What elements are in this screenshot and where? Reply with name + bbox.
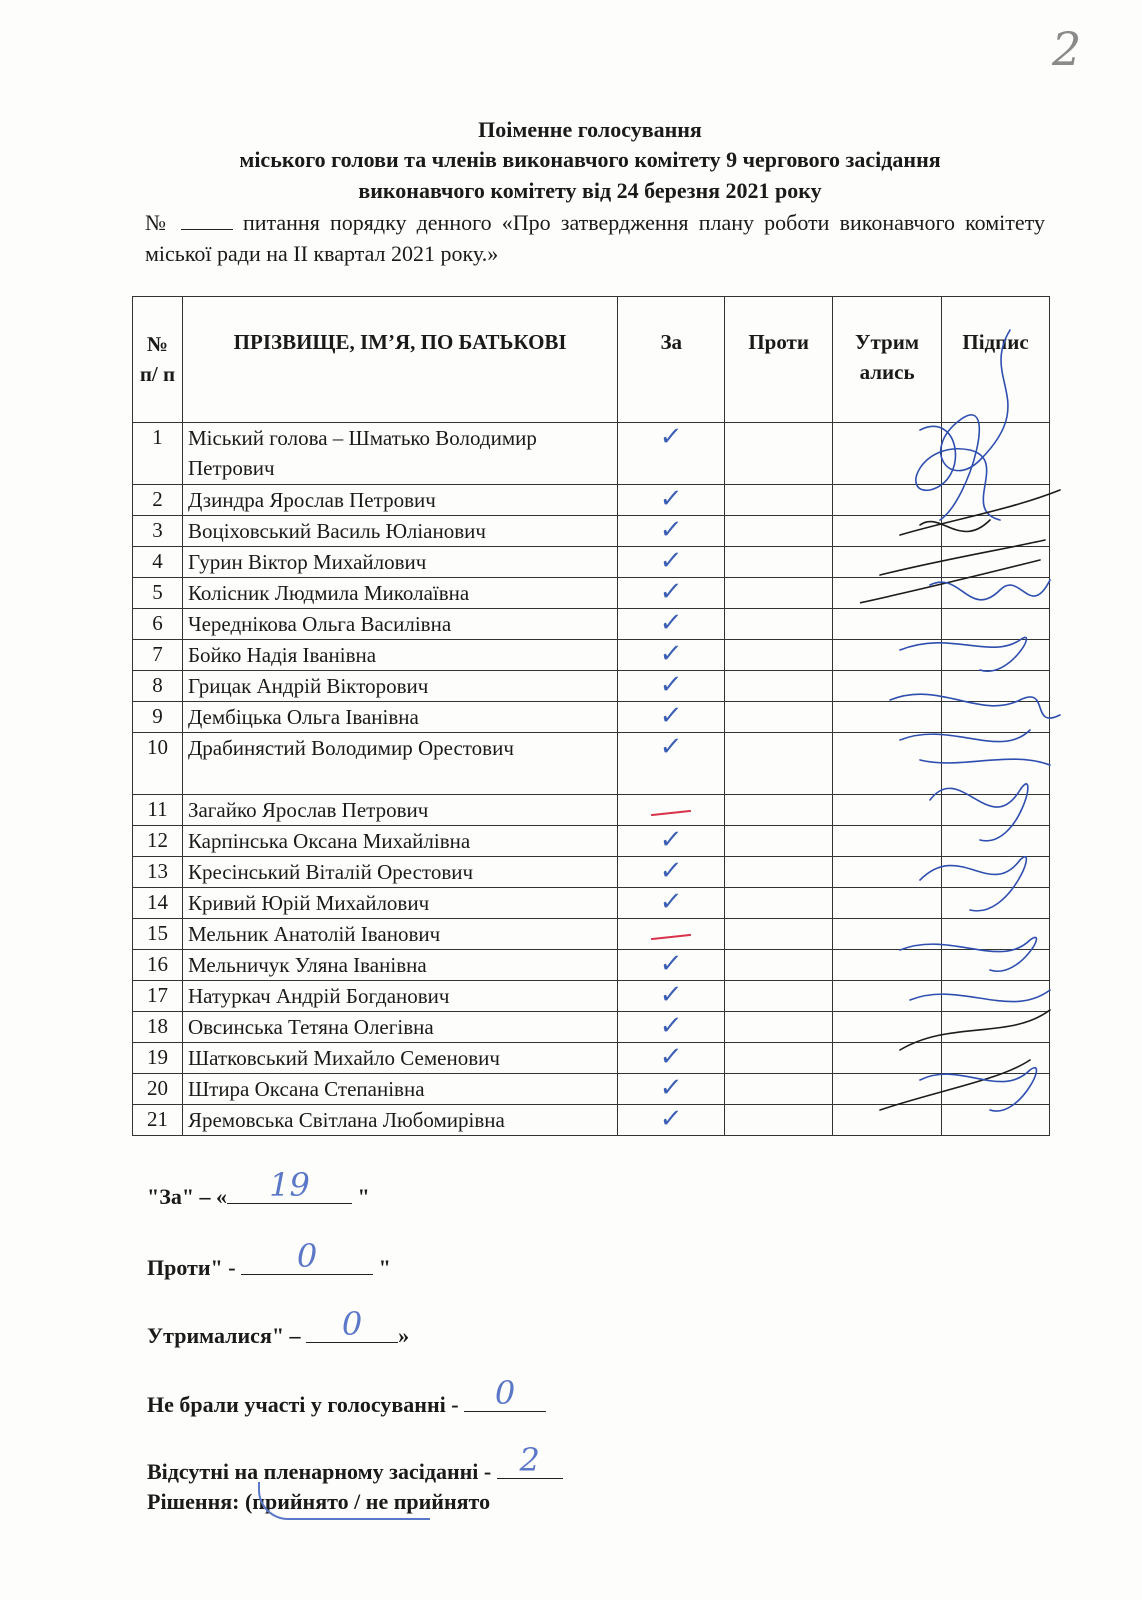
summary-za	[147, 1166, 370, 1212]
header-za: За	[618, 297, 725, 423]
summary-absent-blank	[497, 1441, 563, 1479]
row-vote-proty	[725, 516, 833, 547]
table-row	[133, 950, 1050, 981]
row-number: 11	[133, 795, 183, 826]
table-row	[133, 919, 1050, 950]
summary-za-value: 19	[269, 1166, 310, 1204]
row-name: Натуркач Андрій Богданович	[182, 981, 617, 1012]
row-vote-proty	[725, 423, 833, 485]
row-vote-proty	[725, 795, 833, 826]
document-subtitle: міського голови та членів виконавчого комітету 9 чергового засідання	[239, 147, 941, 172]
row-vote-utrym	[833, 1012, 942, 1043]
row-vote-proty	[725, 547, 833, 578]
row-vote-za	[618, 981, 725, 1012]
summary-proty-blank	[241, 1237, 373, 1275]
row-number: 21	[133, 1105, 183, 1136]
row-number: 12	[133, 826, 183, 857]
row-number: 10	[133, 733, 183, 795]
row-name: Міський голова – Шматько Володимир Петрович	[182, 423, 617, 485]
row-signature	[942, 578, 1050, 609]
summary-utrym-blank	[306, 1305, 398, 1343]
table-row	[133, 795, 1050, 826]
summary-proty-label: Проти" -	[147, 1255, 242, 1280]
table-row	[133, 1074, 1050, 1105]
row-vote-utrym	[833, 702, 942, 733]
row-number: 17	[133, 981, 183, 1012]
row-vote-proty	[725, 1105, 833, 1136]
table-row	[133, 702, 1050, 733]
checkmark-icon: ✓	[658, 639, 684, 669]
row-vote-za	[618, 795, 725, 826]
table-row	[133, 516, 1050, 547]
row-number: 14	[133, 888, 183, 919]
row-name: Кривий Юрій Михайлович	[182, 888, 617, 919]
row-signature	[942, 733, 1050, 795]
checkmark-icon: ✓	[658, 980, 684, 1010]
header-signature: Підпис	[942, 297, 1050, 423]
dash-mark-icon	[651, 934, 691, 940]
row-signature	[942, 919, 1050, 950]
row-number: 7	[133, 640, 183, 671]
row-vote-za	[618, 1012, 725, 1043]
row-vote-proty	[725, 733, 833, 795]
row-name: Кресінський Віталій Орестович	[182, 857, 617, 888]
row-vote-za	[618, 516, 725, 547]
row-vote-za	[618, 950, 725, 981]
row-vote-za	[618, 702, 725, 733]
row-name: Воціховський Василь Юліанович	[182, 516, 617, 547]
summary-za-blank	[227, 1166, 352, 1204]
header-utrym: Утрим ались	[833, 297, 942, 423]
checkmark-icon: ✓	[658, 670, 684, 700]
table-row	[133, 423, 1050, 485]
row-signature	[942, 671, 1050, 702]
row-number: 2	[133, 485, 183, 516]
table-row	[133, 671, 1050, 702]
table-row	[133, 733, 1050, 795]
row-vote-proty	[725, 888, 833, 919]
row-vote-za	[618, 733, 725, 795]
row-name: Загайко Ярослав Петрович	[182, 795, 617, 826]
table-row	[133, 547, 1050, 578]
row-signature	[942, 516, 1050, 547]
row-vote-utrym	[833, 857, 942, 888]
row-name: Шатковський Михайло Семенович	[182, 1043, 617, 1074]
document-title: Поіменне голосування	[478, 117, 702, 142]
table-row	[133, 640, 1050, 671]
row-vote-proty	[725, 609, 833, 640]
checkmark-icon: ✓	[658, 515, 684, 545]
row-number: 5	[133, 578, 183, 609]
agenda-text: питання порядку денного «Про затвердження плану роботи виконавчого комітету міської ради на II квартал 2021 року.»	[145, 210, 1045, 266]
row-vote-za	[618, 578, 725, 609]
summary-no-part-blank	[464, 1374, 546, 1412]
row-vote-proty	[725, 671, 833, 702]
row-number: 6	[133, 609, 183, 640]
row-vote-utrym	[833, 609, 942, 640]
row-name: Мельничук Уляна Іванівна	[182, 950, 617, 981]
row-vote-za	[618, 1105, 725, 1136]
checkmark-icon: ✓	[658, 422, 684, 452]
row-vote-proty	[725, 485, 833, 516]
checkmark-icon: ✓	[658, 1011, 684, 1041]
row-name: Бойко Надія Іванівна	[182, 640, 617, 671]
row-vote-proty	[725, 826, 833, 857]
row-signature	[942, 1074, 1050, 1105]
row-vote-za	[618, 888, 725, 919]
document-date-line: виконавчого комітету від 24 березня 2021 року	[358, 178, 822, 203]
row-vote-utrym	[833, 919, 942, 950]
row-number: 19	[133, 1043, 183, 1074]
row-number: 8	[133, 671, 183, 702]
table-row	[133, 485, 1050, 516]
row-vote-utrym	[833, 733, 942, 795]
row-vote-proty	[725, 1012, 833, 1043]
row-vote-za	[618, 485, 725, 516]
summary-proty	[147, 1237, 391, 1283]
row-vote-utrym	[833, 640, 942, 671]
dash-mark-icon	[651, 810, 691, 816]
row-name: Овсинська Тетяна Олегівна	[182, 1012, 617, 1043]
row-vote-proty	[725, 1043, 833, 1074]
row-vote-utrym	[833, 795, 942, 826]
summary-absent-value: 2	[519, 1441, 540, 1479]
row-vote-utrym	[833, 1043, 942, 1074]
table-row	[133, 857, 1050, 888]
row-vote-za	[618, 919, 725, 950]
checkmark-icon: ✓	[658, 484, 684, 514]
row-name: Грицак Андрій Вікторович	[182, 671, 617, 702]
row-vote-utrym	[833, 516, 942, 547]
row-vote-utrym	[833, 1105, 942, 1136]
table-row	[133, 1012, 1050, 1043]
row-signature	[942, 485, 1050, 516]
row-vote-utrym	[833, 981, 942, 1012]
page-number: 2	[1052, 22, 1082, 76]
row-signature	[942, 857, 1050, 888]
agenda-number-blank	[181, 211, 233, 230]
row-vote-utrym	[833, 578, 942, 609]
row-vote-za	[618, 423, 725, 485]
checkmark-icon: ✓	[658, 577, 684, 607]
row-name: Дембіцька Ольга Іванівна	[182, 702, 617, 733]
row-name: Гурин Віктор Михайлович	[182, 547, 617, 578]
row-signature	[942, 981, 1050, 1012]
table-row	[133, 609, 1050, 640]
summary-utrym	[147, 1305, 410, 1351]
row-vote-za	[618, 1074, 725, 1105]
row-vote-proty	[725, 981, 833, 1012]
row-number: 20	[133, 1074, 183, 1105]
row-name: Колісник Людмила Миколаївна	[182, 578, 617, 609]
row-vote-za	[618, 857, 725, 888]
summary-proty-value: 0	[296, 1237, 318, 1275]
row-signature	[942, 702, 1050, 733]
row-name: Череднікова Ольга Василівна	[182, 609, 617, 640]
row-signature	[942, 640, 1050, 671]
row-vote-utrym	[833, 671, 942, 702]
row-vote-proty	[725, 578, 833, 609]
summary-no-participation	[147, 1374, 546, 1420]
row-vote-utrym	[833, 423, 942, 485]
row-signature	[942, 950, 1050, 981]
row-vote-za	[618, 640, 725, 671]
summary-proty-end: "	[373, 1255, 391, 1280]
summary-absent-label: Відсутні на пленарному засіданні -	[147, 1459, 497, 1484]
row-signature	[942, 423, 1050, 485]
row-vote-utrym	[833, 950, 942, 981]
row-number: 9	[133, 702, 183, 733]
table-row	[133, 826, 1050, 857]
table-row	[133, 578, 1050, 609]
row-vote-utrym	[833, 1074, 942, 1105]
summary-utrym-end: »	[398, 1323, 410, 1348]
header-name: ПРІЗВИЩЕ, ІМ’Я, ПО БАТЬКОВІ	[182, 297, 617, 423]
checkmark-icon: ✓	[658, 732, 684, 762]
row-name: Яремовська Світлана Любомирівна	[182, 1105, 617, 1136]
checkmark-icon: ✓	[658, 887, 684, 917]
row-number: 16	[133, 950, 183, 981]
row-name: Штира Оксана Степанівна	[182, 1074, 617, 1105]
row-name: Карпінська Оксана Михайлівна	[182, 826, 617, 857]
row-number: 13	[133, 857, 183, 888]
checkmark-icon: ✓	[658, 825, 684, 855]
row-vote-utrym	[833, 547, 942, 578]
row-number: 3	[133, 516, 183, 547]
row-vote-utrym	[833, 485, 942, 516]
agenda-prefix: №	[145, 210, 171, 235]
checkmark-icon: ✓	[658, 949, 684, 979]
row-vote-proty	[725, 950, 833, 981]
row-vote-utrym	[833, 826, 942, 857]
voting-table	[132, 296, 1050, 1136]
row-signature	[942, 826, 1050, 857]
summary-no-part-value: 0	[494, 1374, 516, 1412]
row-vote-utrym	[833, 888, 942, 919]
row-vote-proty	[725, 702, 833, 733]
table-row	[133, 1043, 1050, 1074]
checkmark-icon: ✓	[658, 1042, 684, 1072]
summary-decision: Рішення: (прийнято / не прийнято	[147, 1489, 491, 1514]
checkmark-icon: ✓	[658, 701, 684, 731]
row-signature	[942, 547, 1050, 578]
row-vote-za	[618, 547, 725, 578]
row-signature	[942, 609, 1050, 640]
checkmark-icon: ✓	[658, 546, 684, 576]
agenda-item	[145, 207, 1045, 269]
row-vote-za	[618, 671, 725, 702]
row-number: 18	[133, 1012, 183, 1043]
row-name: Дзиндра Ярослав Петрович	[182, 485, 617, 516]
table-row	[133, 1105, 1050, 1136]
table-row	[133, 981, 1050, 1012]
table-header-row	[133, 297, 1050, 423]
summary-za-end: "	[352, 1184, 370, 1209]
table-row	[133, 888, 1050, 919]
summary-no-part-label: Не брали участі у голосуванні -	[147, 1392, 465, 1417]
row-signature	[942, 1043, 1050, 1074]
row-vote-za	[618, 1043, 725, 1074]
checkmark-icon: ✓	[658, 1073, 684, 1103]
checkmark-icon: ✓	[658, 1104, 684, 1134]
row-number: 1	[133, 423, 183, 485]
row-signature	[942, 888, 1050, 919]
row-vote-za	[618, 826, 725, 857]
summary-za-label: "За" – «	[147, 1184, 228, 1209]
row-vote-za	[618, 609, 725, 640]
checkmark-icon: ✓	[658, 608, 684, 638]
row-vote-proty	[725, 919, 833, 950]
summary-utrym-label: Утрималися" –	[147, 1323, 307, 1348]
row-vote-proty	[725, 640, 833, 671]
row-number: 15	[133, 919, 183, 950]
row-name: Мельник Анатолій Іванович	[182, 919, 617, 950]
header-proty: Проти	[725, 297, 833, 423]
decision-circle-mark	[258, 1482, 430, 1520]
row-vote-proty	[725, 1074, 833, 1105]
row-name: Драбинястий Володимир Орестович	[182, 733, 617, 795]
row-signature	[942, 1012, 1050, 1043]
summary-utrym-value: 0	[341, 1305, 363, 1343]
row-vote-proty	[725, 857, 833, 888]
row-signature	[942, 1105, 1050, 1136]
row-number: 4	[133, 547, 183, 578]
checkmark-icon: ✓	[658, 856, 684, 886]
row-signature	[942, 795, 1050, 826]
header-num: № п/ п	[133, 297, 183, 423]
